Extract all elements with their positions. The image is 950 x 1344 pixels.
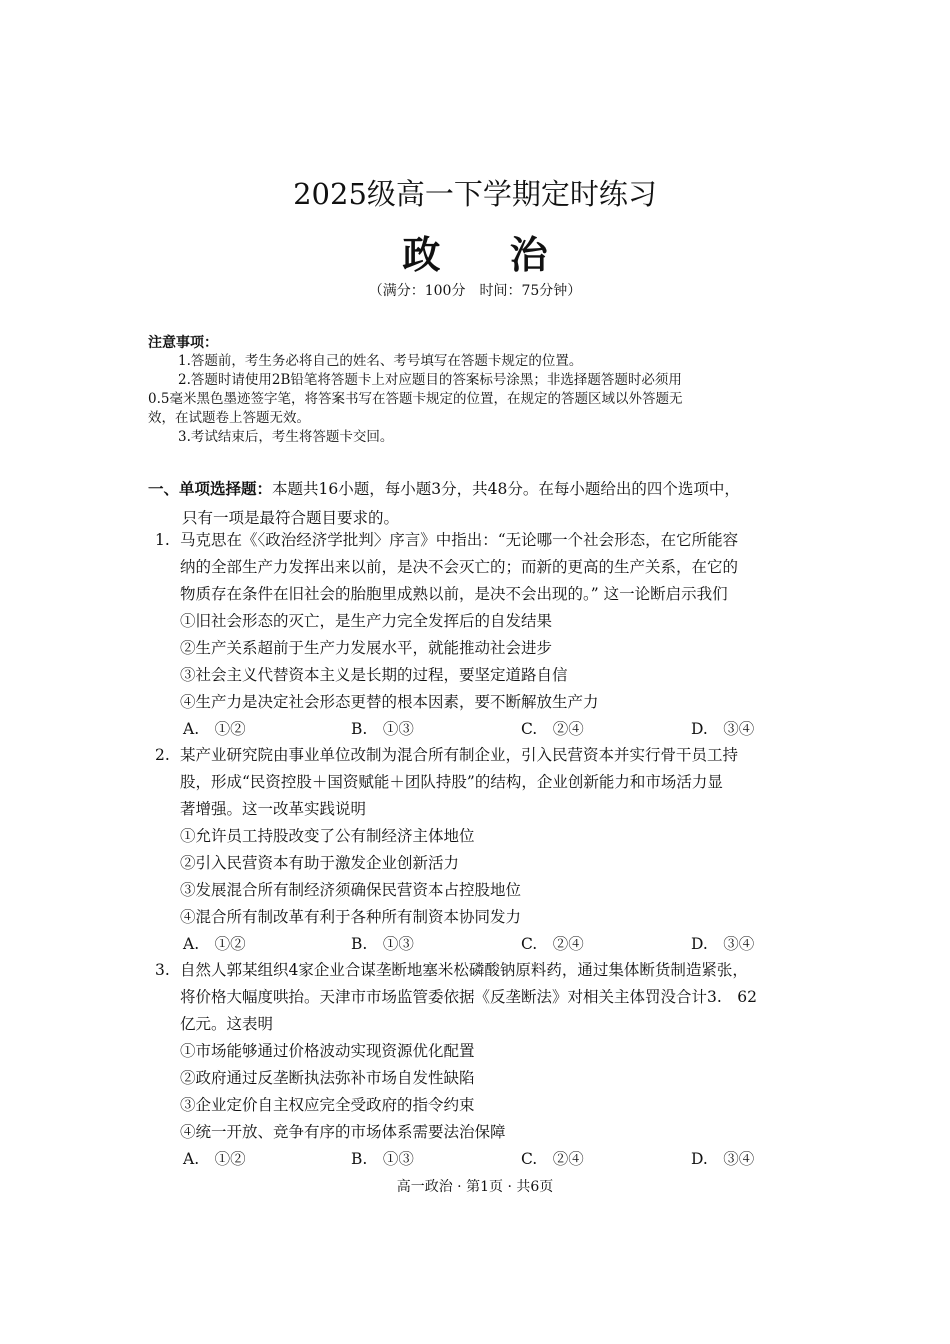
question-number: 2. bbox=[155, 746, 170, 764]
question-stem-line: 某产业研究院由事业单位改制为混合所有制企业，引入民营资本并实行骨干员工持 bbox=[180, 746, 739, 764]
statement-item: ①市场能够通过价格波动实现资源优化配置 bbox=[180, 1042, 475, 1060]
page-footer: 高一政治 · 第1页 · 共6页 bbox=[396, 1179, 554, 1195]
statement-item: ④混合所有制改革有利于各种所有制资本协同发力 bbox=[180, 908, 522, 926]
option-b[interactable]: B. ①③ bbox=[351, 1150, 414, 1168]
question-stem-line: 物质存在条件在旧社会的胎胞里成熟以前，是决不会出现的。” 这一论断启示我们 bbox=[180, 585, 728, 603]
option-c[interactable]: C. ②④ bbox=[521, 935, 584, 953]
statement-item: ①允许员工持股改变了公有制经济主体地位 bbox=[180, 827, 475, 845]
notice-block bbox=[148, 352, 808, 447]
question-stem-line: 著增强。这一改革实践说明 bbox=[180, 800, 367, 818]
option-c[interactable]: C. ②④ bbox=[521, 1150, 584, 1168]
question-number: 1. bbox=[155, 531, 170, 549]
question-1 bbox=[155, 527, 815, 743]
question-stem-line: 亿元。这表明 bbox=[180, 1015, 274, 1033]
subject-title: 政 治 bbox=[402, 232, 576, 277]
exam-title: 2025级高一下学期定时练习 bbox=[293, 177, 657, 211]
question-number: 3. bbox=[155, 961, 170, 979]
option-b[interactable]: B. ①③ bbox=[351, 935, 414, 953]
section-intro bbox=[148, 474, 810, 533]
statement-item: ③企业定价自主权应完全受政府的指令约束 bbox=[180, 1096, 475, 1114]
statement-item: ②政府通过反垄断执法弥补市场自发性缺陷 bbox=[180, 1069, 475, 1087]
notice-line: 效，在试题卷上答题无效。 bbox=[148, 410, 310, 426]
statement-item: ③发展混合所有制经济须确保民营资本占控股地位 bbox=[180, 881, 522, 899]
statement-item: ①旧社会形态的灭亡，是生产力完全发挥后的自发结果 bbox=[180, 612, 553, 630]
question-stem-line: 将价格大幅度哄抬。天津市市场监管委依据《反垄断法》对相关主体罚没合计3. 62 bbox=[180, 988, 758, 1006]
option-a[interactable]: A. ①② bbox=[183, 720, 246, 738]
question-3 bbox=[155, 957, 815, 1173]
answer-options bbox=[155, 1146, 815, 1173]
answer-options bbox=[155, 716, 815, 743]
statement-item: ②生产关系超前于生产力发展水平，就能推动社会进步 bbox=[180, 639, 553, 657]
statement-item: ③社会主义代替资本主义是长期的过程，要坚定道路自信 bbox=[180, 666, 568, 684]
question-stem-line: 自然人郭某组织4家企业合谋垄断地塞米松磷酸钠原料药，通过集体断货制造紧张， bbox=[180, 961, 748, 979]
statement-item: ②引入民营资本有助于激发企业创新活力 bbox=[180, 854, 460, 872]
section-instruction-line2: 只有一项是最符合题目要求的。 bbox=[182, 509, 400, 527]
section-instruction: 本题共16小题，每小题3分，共48分。在每小题给出的四个选项中， bbox=[272, 480, 740, 498]
option-b[interactable]: B. ①③ bbox=[351, 720, 414, 738]
option-d[interactable]: D. ③④ bbox=[691, 720, 755, 738]
statement-item: ④生产力是决定社会形态更替的根本因素，要不断解放生产力 bbox=[180, 693, 599, 711]
question-stem-line: 马克思在《〈政治经济学批判〉序言》中指出：“无论哪一个社会形态，在它所能容 bbox=[180, 531, 739, 549]
notice-line: 3.考试结束后，考生将答题卡交回。 bbox=[178, 429, 394, 445]
notice-heading: 注意事项： bbox=[148, 335, 218, 351]
option-c[interactable]: C. ②④ bbox=[521, 720, 584, 738]
score-time-line: （满分：100分 时间：75分钟） bbox=[368, 283, 582, 299]
question-stem-line: 股，形成“民资控股＋国资赋能＋团队持股”的结构，企业创新能力和市场活力显 bbox=[180, 773, 723, 791]
option-d[interactable]: D. ③④ bbox=[691, 1150, 755, 1168]
notice-line: 1.答题前，考生务必将自己的姓名、考号填写在答题卡规定的位置。 bbox=[178, 353, 583, 369]
option-d[interactable]: D. ③④ bbox=[691, 935, 755, 953]
answer-options bbox=[155, 931, 815, 958]
question-stem-line: 纳的全部生产力发挥出来以前，是决不会灭亡的；而新的更高的生产关系，在它的 bbox=[180, 558, 739, 576]
statement-item: ④统一开放、竞争有序的市场体系需要法治保障 bbox=[180, 1123, 506, 1141]
section-heading: 一、单项选择题： bbox=[148, 479, 273, 498]
notice-line: 2.答题时请使用2B铅笔将答题卡上对应题目的答案标号涂黑；非选择题答题时必须用 bbox=[178, 372, 682, 388]
option-a[interactable]: A. ①② bbox=[183, 1150, 246, 1168]
notice-line: 0.5毫米黑色墨迹签字笔，将答案书写在答题卡规定的位置，在规定的答题区域以外答题无 bbox=[148, 391, 683, 407]
question-2 bbox=[155, 742, 815, 958]
option-a[interactable]: A. ①② bbox=[183, 935, 246, 953]
